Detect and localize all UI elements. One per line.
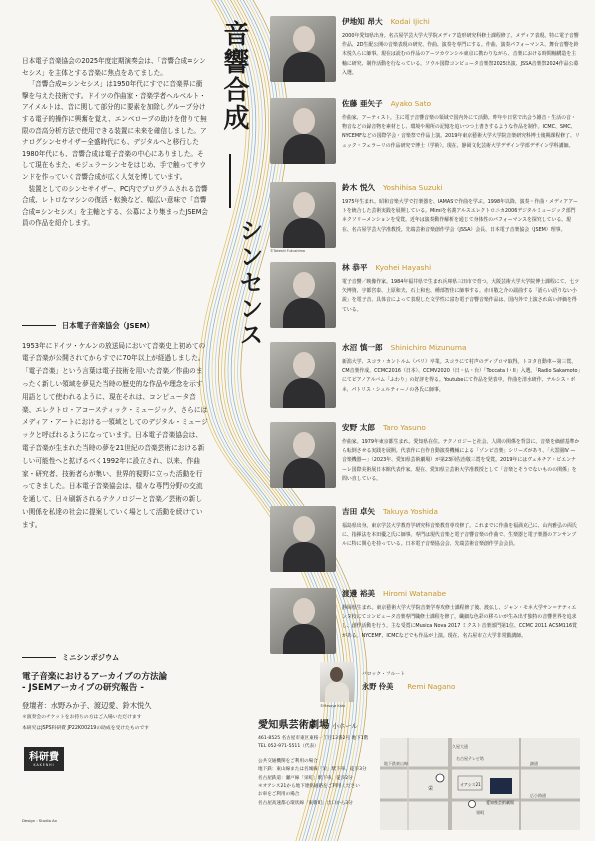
title-divider [229, 154, 231, 208]
symposium-section [22, 652, 208, 733]
sakae-station-marker [436, 774, 444, 782]
performer-name-en: Takuya Yoshida [383, 507, 438, 516]
performer-name [342, 98, 580, 109]
performer-name-ja: 伊地知 昂大 [342, 17, 383, 26]
design-credit: Design : Studio Ax [22, 818, 57, 823]
performer-bio: 福島県出身。東京学芸大学教育学研究科音楽教育専攻修了。これまでに作曲を福満克己に、山内雅弘の両氏に、指揮法を本田優之氏に師事。専門は現代音楽と電子音響音楽の作曲で、生楽器と電子楽器のアンサンブルに特に関心を持っている。日本電子音楽協会会、先端芸術音楽創作学会会員。 [342, 523, 577, 548]
jsem-section [22, 320, 208, 532]
access-line: ＊オアシス21から地下連絡通路をご利用ください [258, 784, 360, 790]
venue-name-text: 愛知県芸術劇場 [258, 719, 330, 731]
guest-name-ja: 永野 伶美 [362, 682, 394, 691]
performer-bio: 2000年愛知県出身。名古屋学芸大学大学院メディア造形研究科修士課程修了。メディア表現、特に電子音響作品、2D生配公開の音楽表現の研究、作曲、演奏を専門にする。作曲、演奏パフォーマンス、舞台音響を鈴木悦久らに師事。現在は読むの作品のアーツカウンシル東京に携わりながら、音楽における時間軸構造を主軸に研究、制作活動を行なっている。ソウル国際コンピュータ音楽祭2025出演、JSSA音楽祭2024作品公募入選。 [342, 33, 579, 76]
intro-paragraph: 「音響合成=シンセシス」は1950年代にすでに音楽界に衝撃を与えた技術です。ドイツの作曲家・音楽学者ヘルベルト・アイメルトは、音に関して部分的に要素を加除しグループ分けする電子的操作に興奮を覚え、エンベロープの助けを借りて無限の音高分析方法で使用できる装置に未来を確信しました。アナログシンセサイザー全盛時代にも、デジタルへと移行した1980年代にも、音響合成は電子音楽の中心にありました。そして現在もまた、モジュラーシンセをはじめ、手で触ってサウンドを作っていく音響合成が広く人気を博しています。 [22, 80, 207, 181]
jsem-heading-text: 日本電子音楽協会（JSEM） [62, 321, 154, 330]
performer-bio: 作曲家。1979年東京都生まれ。愛知県在住。テクノロジーと社会、人間の関係を背景に、音楽を価値基準から転倒させる実践を展開。代表作に自作自動演奏機械による「ゾンビ音楽」シリーズがあり、「大霊園Ⅳ —音楽機器—」（2023年、愛知県芸術劇場）が第23回佐治敬三賞を受賞。2019年にはヴェネチア・ビエンナーレ国際美術展日本館代表作家。現在、愛知県立芸術大学准教授として「音楽とそうでないものの関係」を問い直している。 [342, 439, 580, 482]
performer-name [342, 16, 580, 27]
performer-name [342, 262, 580, 273]
heading-rule [22, 325, 56, 326]
jsem-heading [22, 320, 208, 332]
performer-info [342, 16, 580, 78]
access-line: 名古屋鉄道：瀬戸線「栄町」駅下車、徒歩2分 [258, 775, 353, 781]
performer-name-en: Hiromi Watanabe [383, 589, 447, 598]
performer-name-ja: 渡邊 裕美 [342, 589, 376, 598]
guest-photo [320, 662, 354, 702]
performer-info [342, 98, 580, 151]
guest-role: バロック・フルート [362, 672, 405, 677]
performer-name [342, 342, 580, 353]
intro-paragraph: 日本電子音楽協会の2025年度定期演奏会は、「音響合成=シンセシス」を主体とする音楽に焦点をあてました。 [22, 57, 206, 77]
performer-name-en: Ayako Sato [390, 99, 432, 108]
performer-bio: 静岡県生まれ。東京藝術大学大学院音楽学専攻修士課程修了後、渡仏し、ジャン・モネ大学サン＝テティエンヌ校にてコンピュータ音楽専門職修士課程を修了。繊細な色彩の移ろいが生み出す独特の音響世界を追求し、創作活動を行う。主な受賞にMusica Nova 2017 ミクスト音楽部門第1位、CCMC 2011 ACSM116賞がある。NYCEMF、ICMCなどでも作品が上演。現在、名古屋市立大学非常勤講師。 [342, 605, 578, 639]
guest-performer [320, 662, 480, 704]
performer-name-en: Kyohei Hayashi [375, 263, 432, 272]
performer-info [342, 588, 580, 641]
guest-photo-credit: ©Masaya Kato [320, 704, 346, 708]
performer-bio: 作曲家、アーティスト。主に電子音響音楽の領域で国内外にて活動。昨年や日常で出会う雑音・生活の音・物音などの録音物を素材とし、環境や場所の記憶を追いつつ上書きするような作品を制作。ICMC、SMC、NYCEMFなどの国際学会・音楽祭で作品上演。2019年東京藝術大学大学院音楽研究科博士後期課程修了、リュック・フェラーリの作品研究で博士（学術）。現在、静岡文化芸術大学デザイン学部デザイン学科講師。 [342, 115, 580, 149]
performer-photo [270, 98, 336, 164]
performer-info [342, 422, 580, 484]
performer-name-en: Taro Yasuno [383, 423, 426, 432]
map-label-road1: 久屋大通 [452, 744, 468, 749]
performer-name-en: Kodai Ijichi [390, 17, 430, 26]
photo-credit: ©Takeshi Fukushima [270, 249, 305, 253]
venue-address-line: 461-8525 名古屋市東区東桜一丁目13番2号 地下1階 [258, 736, 369, 741]
map-graphic [380, 738, 580, 830]
performer-photo [270, 342, 336, 408]
heading-rule [22, 657, 56, 658]
kakenhi-logo [24, 747, 64, 771]
venue-tel: TEL 052-971-5511（代表） [258, 744, 319, 750]
performer-name-en: Yoshihisa Suzuki [383, 183, 443, 192]
map-label-tower: 名古屋テレビ塔 [456, 756, 484, 761]
performer-name-ja: 鈴木 悦久 [342, 183, 376, 192]
performer-name [342, 182, 580, 193]
performer-bio: 1975年生まれ。昭和音楽大学で打楽器を、IAMASで作曲を学ぶ。1998年以降、演奏・作曲・メディアアートを統合した芸術実践を展開している。Mimiを名義アルスエレクトロニカ2006デジタルミュージック部門ネクソリーメンションを受賞。近年は演奏動作解析を通じて身体性のパフォーマンスを探究している。現在、名古屋学芸大学准教授。先端芸術音楽創作学会（JSSA）会長、日本電子音楽協会（JSEM）理事。 [342, 199, 578, 233]
map-label-sakae: 栄 [428, 786, 434, 792]
performer-name-ja: 水沼 慎一郎 [342, 343, 383, 352]
kakenhi-logo-text: 科研費 [29, 751, 59, 763]
performer-name-ja: 安野 太郎 [342, 423, 376, 432]
sakaemachi-station-marker [469, 801, 476, 808]
intro-section [22, 56, 208, 230]
page-title: 音響合成 [219, 20, 249, 132]
performer-name-ja: 佐藤 亜矢子 [342, 99, 383, 108]
venue-address [258, 735, 376, 752]
map-label-hall: 愛知県芸術劇場 [486, 800, 514, 805]
venue-name [258, 716, 376, 731]
performer-photo [270, 588, 336, 654]
performer-photo [270, 262, 336, 328]
performer-name-en: Shinichiro Mizunuma [390, 343, 467, 352]
venue-map [380, 738, 580, 830]
performer-name-ja: 林 恭平 [342, 263, 368, 272]
map-label-road2: 錦通 [530, 761, 538, 766]
performer-photo [270, 16, 336, 82]
performer-photo [270, 506, 336, 572]
venue-marker [490, 778, 512, 794]
performer-name [342, 506, 580, 517]
map-label-sakaemachi: 栄町 [476, 810, 485, 815]
access-line: 地下鉄：東山線または名城線「栄」駅下車、徒歩3分 [258, 767, 367, 773]
venue-hall: 小ホール [332, 722, 358, 730]
map-label-oasis: オアシス21 [460, 782, 481, 787]
guest-name [362, 682, 455, 692]
grant-note: 本研究はJSPS科研費 JP22K00219の助成を受けたものです [22, 726, 150, 732]
kakenhi-logo-sub: KAKENHI [33, 762, 55, 767]
jsem-body: 1953年にドイツ・ケルンの放送局において音楽史上初めての電子音楽が公開されてからすでに70年以上が経過しました。「電子音楽」という言葉は電子技術を用いた音楽／作曲のまったく新しい領域を夢見た当時の歴史的な作品や理念を示す用語として使われるように、現在それは、コンピュータ音楽、エレクトロ・アコースティック・ミュージック、さらにはメディア・アートにおける一領域としてのデジタル・ミュージックと呼ばれるようになっています。日本電子音楽協会は、電子音楽が生まれた当時の夢を21世紀の音楽芸術における新しい可能性へと拡げるべく1992年に設立され、以来、作曲家・研究者、技術者らが集い、世界的視野に立った活動を行ってきました。日本電子音楽協会は、様々な専門分野の交流を通して、日々刷新されるテクノロジーと音楽／芸術の新しい関係を私達の社会に提案していく場として活動を続けています。 [22, 341, 208, 529]
performer-info [342, 262, 580, 315]
symposium-title: 電子音楽におけるアーカイブの方法論 [22, 671, 168, 682]
intro-paragraph: 装置としてのシンセサイザー、PC内でプログラムされる音響合成、レトロなマシンの復活・転換など、幅広い意味で「音響合成=シンセシス」を主軸とする、公募により集まったJSEM会員の作品を紹介します。 [22, 184, 208, 228]
performer-photo [270, 182, 336, 248]
performer-name [342, 588, 580, 599]
performer-bio: 電子音響／映像作家。1984年福井県で生まれ兵庫県三田市で育つ。大阪芸術大学大学院博士課程にて、七ツ矢博資、宇都宮泰、上原和夫、石上和也、種部智佳に師事する。赤川敬之介の謡曲する「語らい語りない小説」を電子音、具体音によって表現した文学性に富む電子音響音楽作品は、国内外で上演され高い評価を得ている。 [342, 279, 580, 313]
performer-info [342, 506, 580, 550]
access-line: お車をご利用の場合 [258, 792, 300, 798]
access-line: 公共交通機関をご利用の場合 [258, 758, 318, 764]
symposium-note: ＊演奏会のチケットをお持ちの方はご入場いただけます [22, 715, 142, 721]
performer-bio: 新潟大学、スコラ・カントルム（パリ）卒業。スコラにて村声のディプロマ取得。トヨタ自動車ー第三賞、CM音楽作成。CCMC2016（日本）、CCMV2020（日・仏・台）「Toccata I・II」入選。「Radio Sakamoto」にてピアノアルバム「ふわり」の好評を得る。Youtubeにて作品を発表中。作曲を清水研作、ナルシス・ボネ、パトリス・シュルティーノの各氏に師事。 [342, 359, 580, 393]
performer-photo [270, 422, 336, 488]
performer-name [342, 422, 580, 433]
symposium-speakers: 登壇者：水野みか子、渡辺愛、鈴木悦久 [22, 700, 152, 710]
map-label-subway: 地下鉄東山線 [384, 761, 408, 766]
symposium-subtitle: - JSEMアーカイブの研究報告 - [22, 682, 144, 693]
guest-name-en: Remi Nagano [407, 682, 456, 691]
performer-info [342, 182, 580, 235]
performer-name-ja: 吉田 卓矢 [342, 507, 376, 516]
page-subtitle: シンセンス [235, 218, 264, 348]
performer-info [342, 342, 580, 395]
venue-section [258, 716, 376, 808]
symposium-heading [22, 652, 208, 664]
access-line: 名古屋高速都心環状線「東新町」出口から3分 [258, 800, 353, 806]
symposium-heading-text: ミニシンポジウム [62, 653, 120, 662]
venue-access [258, 758, 376, 808]
map-label-road3: 広小路通 [530, 793, 546, 798]
